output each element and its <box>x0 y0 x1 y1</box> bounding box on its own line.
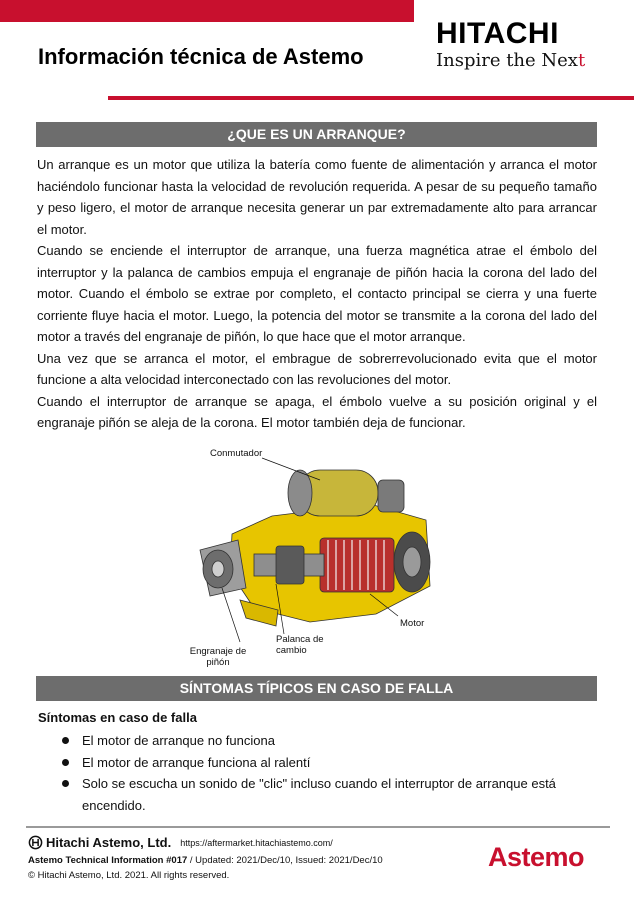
label-shift-lever: Palanca de cambio <box>276 634 324 656</box>
symptoms-subheading: Síntomas en caso de falla <box>38 710 197 725</box>
tech-info-dates: / Updated: 2021/Dec/10, Issued: 2021/Dec/10 <box>187 855 383 866</box>
label-pinion-gear: Engranaje de piñón <box>189 646 247 668</box>
tech-info-label: Astemo Technical Information #017 <box>28 855 188 866</box>
section-heading-what-is-starter: ¿QUE ES UN ARRANQUE? <box>36 122 597 147</box>
astemo-logo: Astemo <box>488 842 585 872</box>
paragraph-2: Cuando se enciende el interruptor de arranque, una fuerza magnética atrae el émbolo del interruptor y la palanca de cambios empuja el engranaje de piñón hacia la corona del lado del motor. Cuando el émbolo se extrae por completo, el contacto principal se cierra y una fuerte corriente fluye hacia el motor. Luego, la potencia del motor se transmite a la corona del lado del motor a través del engranaje de piñón, lo que hace que el motor arranque. <box>37 243 597 344</box>
paragraph-3: Una vez que se arranca el motor, el embrague de sobrerrevolucionado evita que el motor funcione a alta velocidad interconectado con las revoluciones del motor. <box>37 350 597 387</box>
logo-tagline-main: Inspire the Nex <box>436 50 578 71</box>
hitachi-mark-icon <box>28 835 43 850</box>
section-heading-symptoms: SÍNTOMAS TÍPICOS EN CASO DE FALLA <box>36 676 597 701</box>
starter-cutaway-figure <box>180 446 450 672</box>
header-red-divider <box>108 96 634 100</box>
symptoms-list <box>62 730 582 816</box>
header-red-band <box>0 0 414 22</box>
footer-divider <box>26 826 610 828</box>
company-name: Hitachi Astemo, Ltd. <box>46 835 172 850</box>
hitachi-logo <box>436 18 616 72</box>
company-url-link[interactable]: https://aftermarket.hitachiastemo.com/ <box>180 837 333 848</box>
tech-info-line <box>28 855 448 866</box>
label-commutator: Conmutador <box>210 448 263 459</box>
list-item: Solo se escucha un sonido de "clic" incluso cuando el interruptor de arranque está encendido. <box>62 773 582 816</box>
copyright: © Hitachi Astemo, Ltd. 2021. All rights reserved. <box>28 870 230 881</box>
logo-name: HITACHI <box>436 17 559 50</box>
section-body <box>37 154 597 434</box>
footer-info <box>28 835 448 881</box>
list-item: El motor de arranque funciona al ralentí <box>62 752 582 774</box>
paragraph-1: Un arranque es un motor que utiliza la batería como fuente de alimentación y arranca el motor haciéndolo funcionar hasta la velocidad de revolución requerida. A pesar de su pequeño tamaño y peso ligero, el motor de arranque necesita generar un par extremadamente alto para arrancar el motor. <box>37 157 597 237</box>
logo-tagline <box>436 50 616 72</box>
paragraph-4: Cuando el interruptor de arranque se apaga, el émbolo vuelve a su posición original y el engranaje piñón se aleja de la corona. El motor también deja de funcionar. <box>37 393 597 430</box>
page-title: Información técnica de Astemo <box>38 44 364 69</box>
list-item: El motor de arranque no funciona <box>62 730 582 752</box>
company-row <box>28 835 448 850</box>
logo-tagline-end: t <box>577 50 586 71</box>
label-motor: Motor <box>400 618 425 629</box>
